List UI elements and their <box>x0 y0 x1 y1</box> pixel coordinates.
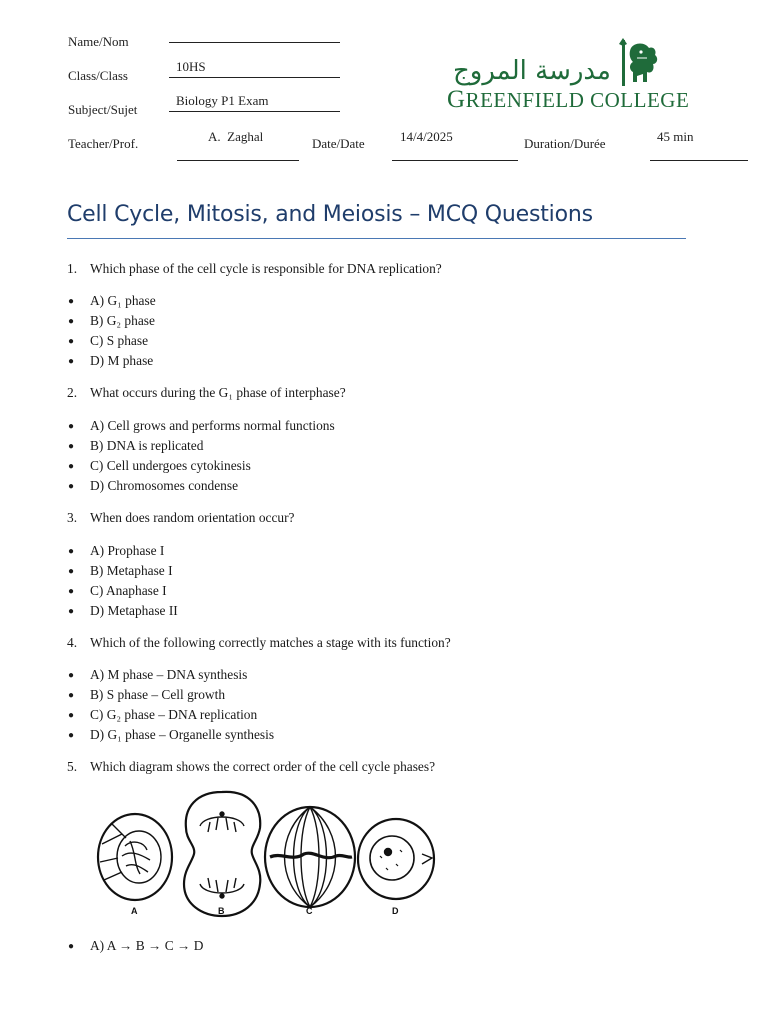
option[interactable]: ● B) Metaphase I <box>68 563 173 578</box>
option[interactable]: ● C) Cell undergoes cytokinesis <box>68 458 251 473</box>
cell-a-icon <box>98 814 172 900</box>
duration-field[interactable] <box>650 160 748 161</box>
date-value: 14/4/2025 <box>400 129 453 144</box>
bullet-icon: ● <box>68 670 75 681</box>
bullet-icon: ● <box>68 606 75 617</box>
bullet-icon: ● <box>68 586 75 597</box>
subject-field[interactable] <box>169 111 340 112</box>
option[interactable]: ● C) G₂ phase – DNA replication <box>68 707 258 722</box>
page-title: Cell Cycle, Mitosis, and Meiosis – MCQ Questions <box>67 202 593 227</box>
option[interactable]: ● D) Metaphase II <box>68 603 178 618</box>
teacher-field[interactable] <box>177 160 299 161</box>
bullet-icon: ● <box>68 356 75 367</box>
bullet-icon: ● <box>68 690 75 701</box>
bullet-icon: ● <box>68 546 75 557</box>
option[interactable]: ● B) S phase – Cell growth <box>68 687 226 702</box>
bullet-icon: ● <box>68 296 75 307</box>
teacher-label: Teacher/Prof. <box>68 136 139 151</box>
logo-arabic-text: مدرسة المروج <box>453 56 611 86</box>
name-label: Name/Nom <box>68 34 129 49</box>
question-4: 4. Which of the following correctly matches a stage with its function? <box>67 635 451 650</box>
class-value: 10HS <box>176 59 206 74</box>
cell-d-icon <box>358 819 434 899</box>
cell-c-icon <box>265 807 355 907</box>
subject-value: Biology P1 Exam <box>176 93 269 108</box>
option[interactable]: ● A) G₁ phase <box>68 293 156 308</box>
question-3: 3. When does random orientation occur? <box>67 510 295 525</box>
option[interactable]: ● A) A → B → C → D <box>68 938 204 953</box>
option[interactable]: ● B) G₂ phase <box>68 313 155 328</box>
date-label: Date/Date <box>312 136 365 151</box>
label-c: C <box>306 906 313 916</box>
option[interactable]: ● D) Chromosomes condense <box>68 478 239 493</box>
title-divider <box>67 238 686 239</box>
class-label: Class/Class <box>68 68 128 83</box>
lion-crest-icon <box>617 38 663 90</box>
bullet-icon: ● <box>68 710 75 721</box>
cell-b-icon <box>184 792 260 916</box>
duration-label: Duration/Durée <box>524 136 606 151</box>
bullet-icon: ● <box>68 316 75 327</box>
logo-name: REENFIELD COLLEGE <box>465 88 690 112</box>
option[interactable]: ● D) M phase <box>68 353 154 368</box>
bullet-icon: ● <box>68 421 75 432</box>
question-2: 2. What occurs during the G₁ phase of interphase? <box>67 385 346 400</box>
duration-value: 45 min <box>657 129 694 144</box>
bullet-icon: ● <box>68 441 75 452</box>
logo-initial: G <box>447 86 466 113</box>
date-field[interactable] <box>392 160 518 161</box>
option[interactable]: ● C) S phase <box>68 333 149 348</box>
option[interactable]: ● A) M phase – DNA synthesis <box>68 667 248 682</box>
bullet-icon: ● <box>68 481 75 492</box>
question-1: 1. Which phase of the cell cycle is responsible for DNA replication? <box>67 261 442 276</box>
teacher-value: A. Zaghal <box>208 129 264 144</box>
bullet-icon: ● <box>68 941 75 952</box>
label-b: B <box>218 906 225 916</box>
bullet-icon: ● <box>68 336 75 347</box>
name-field[interactable] <box>169 42 340 43</box>
class-field[interactable] <box>169 77 340 78</box>
cell-cycle-diagram <box>92 784 442 920</box>
option[interactable]: ● D) G₁ phase – Organelle synthesis <box>68 727 275 742</box>
label-d: D <box>392 906 399 916</box>
option[interactable]: ● A) Cell grows and performs normal functions <box>68 418 335 433</box>
bullet-icon: ● <box>68 730 75 741</box>
option[interactable]: ● C) Anaphase I <box>68 583 167 598</box>
option[interactable]: ● B) DNA is replicated <box>68 438 204 453</box>
bullet-icon: ● <box>68 461 75 472</box>
label-a: A <box>131 906 138 916</box>
option[interactable]: ● A) Prophase I <box>68 543 165 558</box>
subject-label: Subject/Sujet <box>68 102 138 117</box>
question-5: 5. Which diagram shows the correct order of the cell cycle phases? <box>67 759 436 774</box>
bullet-icon: ● <box>68 566 75 577</box>
logo-english-text <box>447 86 689 114</box>
